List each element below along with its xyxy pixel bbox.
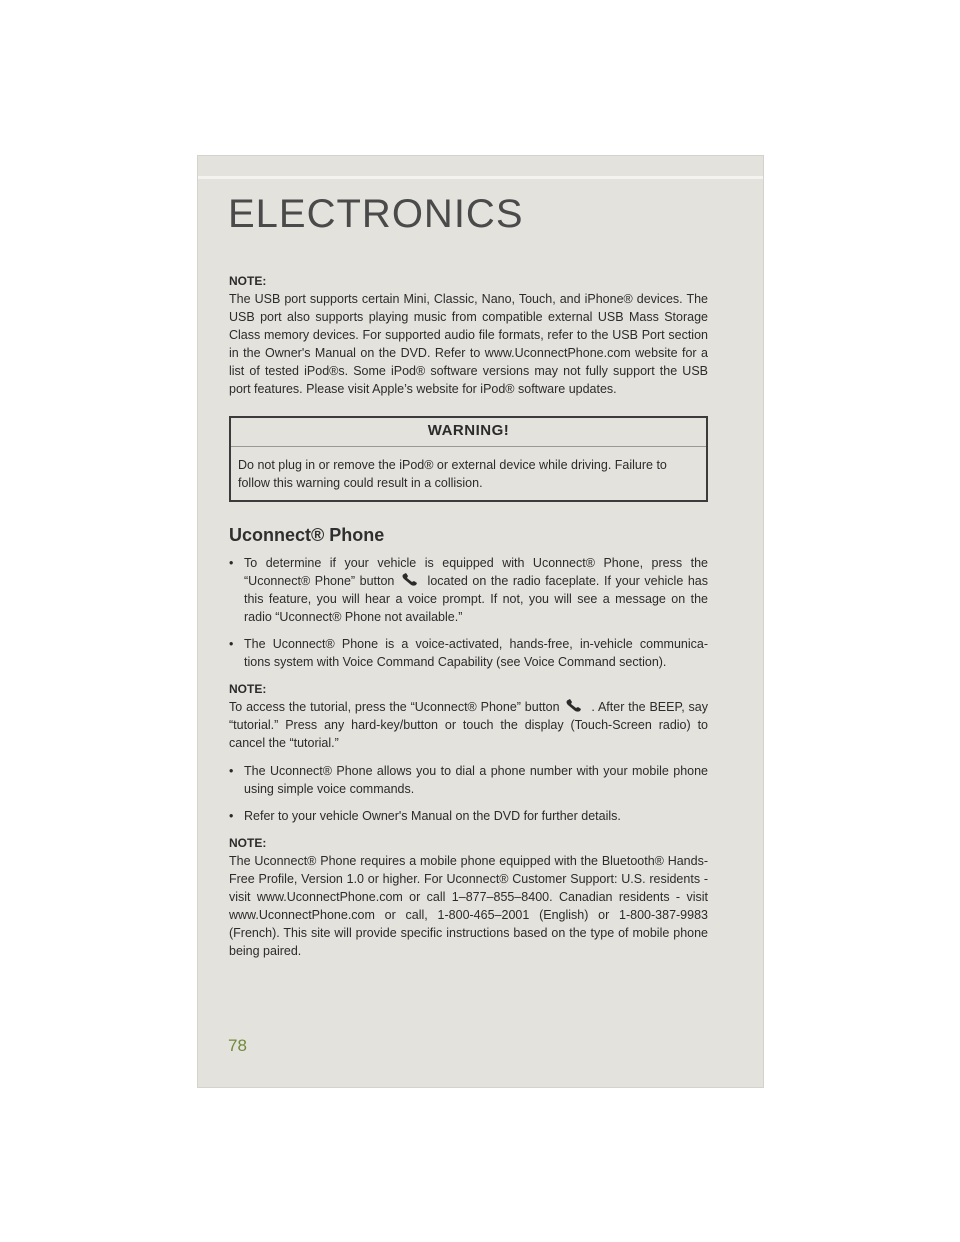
- page-number: 78: [228, 1036, 247, 1055]
- warning-text: Do not plug in or remove the iPod® or external device while driving. Failure to follow this warning could result in a collision.: [238, 458, 667, 490]
- phone-icon: [565, 699, 585, 713]
- bullet-list: [229, 554, 708, 671]
- note-label: NOTE:: [229, 836, 267, 850]
- header-rule: [198, 176, 763, 179]
- list-item-text: located on the radio faceplate. If your vehicle has this feature, you will hear a voice prompt. If not, you will see a message on the radio “Uconnect® Phone not available.”: [244, 574, 709, 624]
- note-label: NOTE:: [229, 682, 267, 696]
- note-text: The Uconnect® Phone requires a mobile phone equipped with the Bluetooth® Hands-Free Profile, Version 1.0 or higher. For Uconnect® Customer Support: U.S. residents - visit www.UconnectPhone.com or call 1–877–855–8400. Canadian residents - visit www.UconnectPhone.com or call, 1-800-465–2001 (English) or 1-800-387-9983 (French). This site will provide specific instructions based on the type of mobile phone being paired.: [229, 854, 708, 958]
- warning-box: [229, 416, 708, 502]
- section-heading: Uconnect® Phone: [229, 525, 385, 545]
- manual-page: [197, 155, 764, 1088]
- list-item-text: To determine if your vehicle is equipped with Uconnect® Phone, press the “Uconnect® Phone” button: [244, 556, 708, 588]
- note-text: The USB port supports certain Mini, Classic, Nano, Touch, and iPhone® devices. The USB port also supports playing music from compatible external USB Mass Storage Class memory devices. For supported audio file formats, refer to the USB Port section in the Owner's Manual on the DVD. Refer to www.UconnectPhone.com website for a list of tested iPod®s. Some iPod® software versions may not fully support the USB port features. Please visit Apple’s website for iPod® software updates.: [229, 292, 708, 396]
- bullet-list: [229, 762, 708, 825]
- note-text: [229, 698, 708, 752]
- list-item-text: Refer to your vehicle Owner's Manual on the DVD for further details.: [244, 809, 621, 823]
- bullet-glyph: •: [229, 764, 234, 778]
- list-item: [229, 554, 708, 626]
- list-item: [229, 635, 708, 671]
- bullet-glyph: •: [229, 809, 234, 823]
- note-label: NOTE:: [229, 274, 267, 288]
- page-content: [229, 272, 708, 960]
- note-text-part: To access the tutorial, press the “Uconnect® Phone” button: [229, 700, 560, 714]
- note-text-part: . After the BEEP, say “tutorial.” Press any hard-key/button or touch the display (Touch-Screen radio) to cancel the “tutorial.”: [229, 700, 708, 750]
- list-item: [229, 762, 708, 798]
- phone-icon: [401, 573, 421, 587]
- list-item-text: The Uconnect® Phone allows you to dial a phone number with your mobile phone using simple voice commands.: [244, 764, 708, 796]
- bullet-glyph: •: [229, 637, 234, 651]
- section-title: ELECTRONICS: [228, 192, 524, 236]
- warning-title: WARNING!: [231, 418, 706, 447]
- list-item-text: The Uconnect® Phone is a voice-activated, hands-free, in-vehicle communica- tions system with Voice Command Capability (see Voice Command section).: [244, 637, 708, 669]
- list-item: [229, 807, 708, 825]
- bullet-glyph: •: [229, 556, 234, 570]
